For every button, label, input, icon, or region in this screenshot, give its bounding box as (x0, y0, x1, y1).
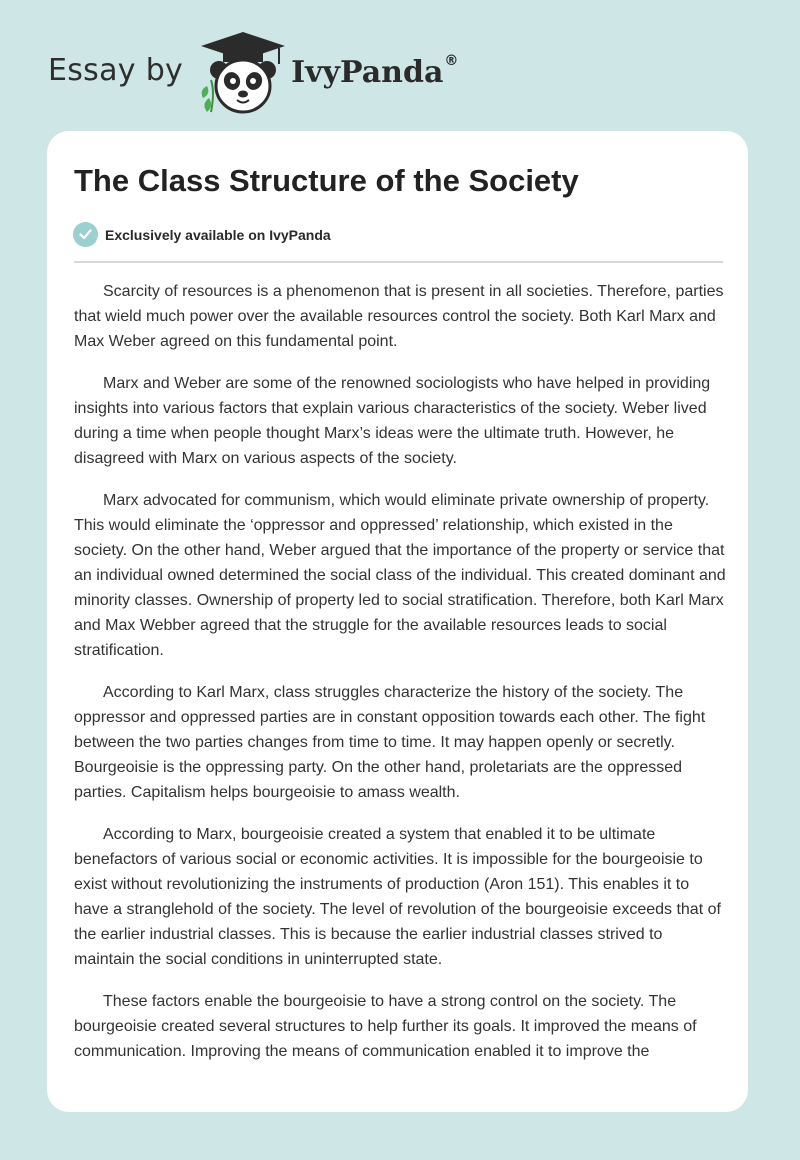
exclusive-badge-label: Exclusively available on IvyPanda (105, 226, 331, 243)
paragraph: Marx advocated for communism, which would eliminate private ownership of property. This would eliminate the ‘oppressor and oppressed’ relationship, which existed in the society. On the other hand, Weber argued that the importance of the property or service that an individual owned determined the social class of the individual. This created dominant and minority classes. Ownership of property led to social stratification. Therefore, both Karl Marx and Max Webber agreed that the struggle for the available resources leads to social stratification. (74, 492, 726, 659)
divider (74, 261, 723, 263)
brand-name[interactable] (291, 52, 459, 90)
exclusive-badge (73, 222, 331, 247)
paragraph: Scarcity of resources is a phenomenon that is present in all societies. Therefore, parties that wield much power over the available resources control the society. Both Karl Marx and Max Weber agreed on this fundamental point. (74, 283, 724, 350)
page-title: The Class Structure of the Society (74, 163, 579, 198)
panda-logo-icon[interactable] (197, 28, 289, 118)
paragraph: According to Marx, bourgeoisie created a system that enabled it to be ultimate benefactors of various social or economic activities. It is impossible for the bourgeoisie to exist without revolutionizing the instruments of production (Aron 151). This enables it to have a stranglehold of the society. The level of revolution of the bourgeoisie exceeds that of the earlier industrial classes. This is because the earlier industrial classes strived to maintain the social conditions in uninterrupted state. (74, 826, 721, 968)
registered-mark: ® (444, 52, 459, 69)
check-icon (73, 222, 98, 247)
paragraph: According to Karl Marx, class struggles characterize the history of the society. The oppressor and oppressed parties are in constant opposition towards each other. The fight between the two parties changes from time to time. It may happen openly or secretly. Bourgeoisie is the oppressing party. On the other hand, proletariats are the oppressed parties. Capitalism helps bourgeoisie to amass wealth. (74, 684, 706, 801)
essay-body (74, 279, 726, 1081)
essay-card (47, 131, 748, 1112)
paragraph: These factors enable the bourgeoisie to have a strong control on the society. The bourgeoisie created several structures to help further its goals. It improved the means of communication. Improving the means of communication enabled it to improve the (74, 993, 697, 1060)
site-header (48, 28, 458, 118)
brand-name-text: IvyPanda (291, 54, 444, 90)
paragraph: Marx and Weber are some of the renowned sociologists who have helped in providing insights into various factors that explain various characteristics of the society. Weber lived during a time when people thought Marx’s ideas were the ultimate truth. However, he disagreed with Marx on various aspects of the society. (74, 375, 711, 467)
essay-by-label: Essay by (48, 52, 184, 88)
